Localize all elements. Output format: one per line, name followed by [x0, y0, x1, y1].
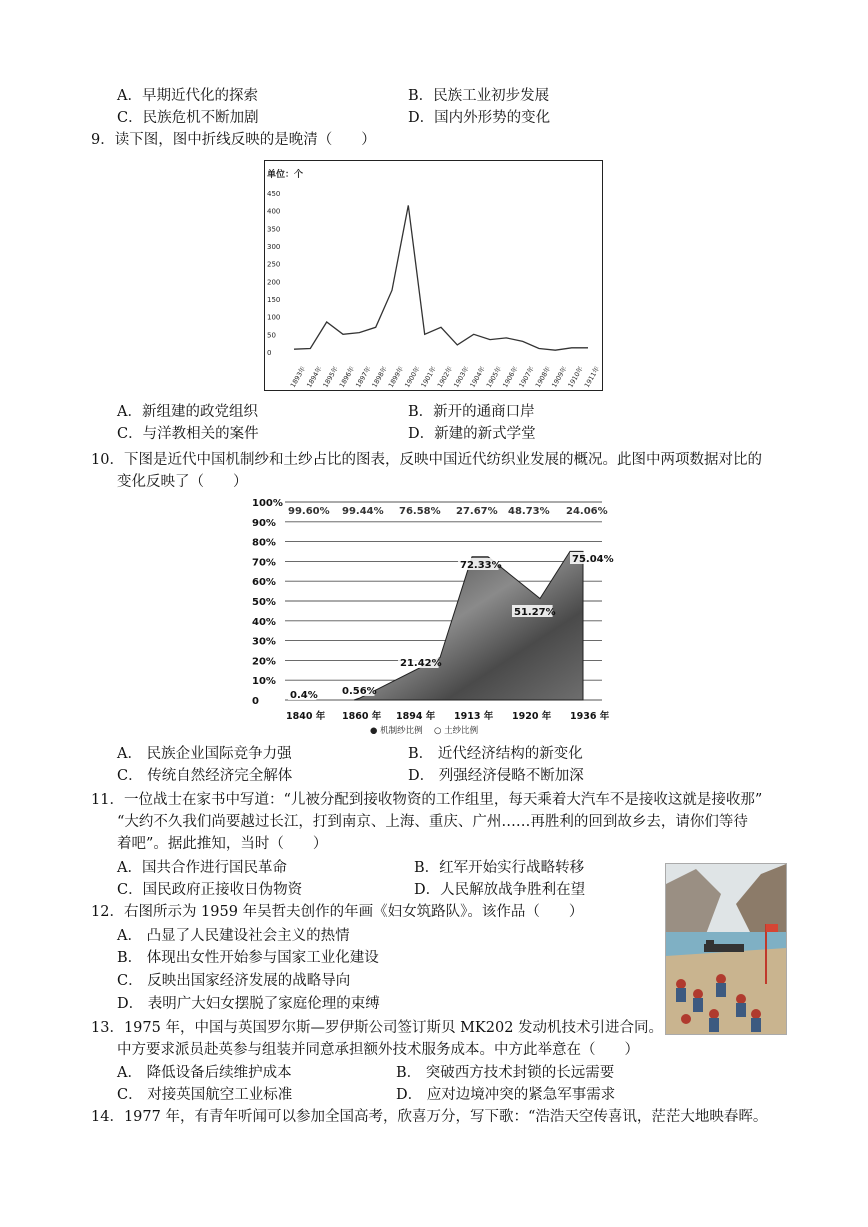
- q9-chart-x-tick: 1903年: [452, 365, 471, 389]
- q10-chart-machine-yarn-label: 0.56%: [342, 686, 377, 697]
- q11-stem-line3: 着吧”。据此推知，当时（ ）: [117, 836, 328, 852]
- q10-chart-native-yarn-label: 76.58%: [399, 506, 441, 517]
- q10-chart-native-yarn-label: 99.44%: [342, 506, 384, 517]
- q10-option-c: C． 传统自然经济完全解体: [117, 768, 293, 784]
- q9-chart-y-tick: 250: [267, 260, 281, 269]
- q9-option-a: A．新组建的政党组织: [117, 404, 258, 420]
- q11-option-c: C．国民政府正接收日伪物资: [117, 882, 303, 898]
- q9-chart-y-tick: 450: [267, 190, 281, 198]
- q10-chart-machine-yarn-label: 75.04%: [572, 554, 614, 565]
- q10-chart-machine-yarn-label: 0.4%: [290, 690, 318, 701]
- q10-stem-line1: 10．下图是近代中国机制纱和土纱占比的图表，反映中国近代纺织业发展的概况。此图中两项数据对比的: [91, 452, 762, 468]
- q9-chart-x-tick: 1896年: [337, 365, 357, 389]
- q10-chart-y-tick: 80%: [252, 537, 276, 549]
- q8-option-b: B．民族工业初步发展: [408, 88, 550, 104]
- q9-chart-x-tick: 1908年: [533, 365, 553, 389]
- q9-chart-y-tick: 100: [267, 313, 281, 322]
- q9-chart-y-tick: 50: [267, 331, 276, 340]
- q9-chart-x-tick: 1893年: [288, 365, 308, 389]
- q10-chart-y-tick: 50%: [252, 597, 276, 608]
- q9-chart-y-tick: 350: [267, 225, 281, 234]
- q9-chart-y-tick: 0: [267, 349, 272, 357]
- q10-chart-y-tick: 30%: [252, 636, 276, 648]
- q10-chart-x-tick: 1840 年: [286, 711, 326, 722]
- q9-chart-x-tick: 1901年: [419, 365, 438, 389]
- q9-chart-y-tick: 400: [267, 207, 281, 216]
- q9-chart-x-tick: 1900年: [403, 365, 422, 389]
- q10-option-d: D． 列强经济侵略不断加深: [408, 768, 584, 784]
- q12-option-d: D． 表明广大妇女摆脱了家庭伦理的束缚: [117, 996, 380, 1012]
- q9-line-chart: [264, 160, 604, 396]
- painting-women-road-team: [665, 863, 787, 1035]
- q10-chart-x-tick: 1894 年: [396, 711, 436, 722]
- q12-option-b: B． 体现出女性开始参与国家工业化建设: [117, 950, 379, 966]
- q9-chart-x-tick: 1897年: [354, 365, 373, 389]
- q9-chart-y-tick: 300: [267, 243, 281, 251]
- q10-chart-machine-yarn-area: [354, 551, 583, 700]
- q13-stem-line1: 13．1975 年，中国与英国罗尔斯—罗伊斯公司签订斯贝 MK202 发动机技术引进合同。: [91, 1020, 664, 1036]
- q11-option-b: B．红军开始实行战略转移: [414, 860, 585, 876]
- q10-area-chart: [250, 490, 620, 744]
- q12-stem: 12．右图所示为 1959 年吴哲夫创作的年画《妇女筑路队》。该作品（ ）: [91, 904, 584, 920]
- q13-option-c: C． 对接英国航空工业标准: [117, 1087, 293, 1103]
- q9-option-b: B．新开的通商口岸: [408, 404, 535, 420]
- q10-stem-line2: 变化反映了（ ）: [117, 474, 248, 490]
- q11-stem-line2: “大约不久我们尚要越过长江，打到南京、上海、重庆、广州……再胜利的回到故乡去，请你们等待: [117, 814, 748, 830]
- q10-chart-y-tick: 0: [252, 696, 259, 707]
- q9-chart-x-tick: 1906年: [501, 365, 520, 389]
- q12-option-c: C． 反映出国家经济发展的战略导向: [117, 973, 351, 989]
- q9-chart-x-tick: 1910年: [566, 365, 585, 389]
- q10-chart-y-tick: 70%: [252, 557, 276, 569]
- q10-chart-y-tick: 20%: [252, 656, 276, 668]
- q13-option-a: A． 降低设备后续维护成本: [117, 1065, 292, 1081]
- q11-option-d: D．人民解放战争胜利在望: [414, 882, 586, 898]
- q10-chart-y-tick: 40%: [252, 616, 276, 628]
- q8-option-c: C．民族危机不断加剧: [117, 110, 259, 126]
- q9-chart-x-tick: 1895年: [321, 365, 340, 389]
- q8-option-d: D．国内外形势的变化: [408, 110, 551, 126]
- q10-chart-native-yarn-label: 99.60%: [288, 506, 330, 517]
- q10-chart-x-tick: 1920 年: [512, 711, 552, 722]
- q9-stem: 9．读下图，图中折线反映的是晚清（ ）: [91, 132, 376, 148]
- q9-chart-x-tick: 1905年: [484, 365, 504, 389]
- q10-chart-legend-machine: ● 机制纱比例: [370, 726, 423, 736]
- q9-chart-x-tick: 1898年: [370, 365, 389, 389]
- q9-line-chart-svg: [264, 160, 604, 392]
- q10-chart-machine-yarn-label: 72.33%: [460, 560, 502, 571]
- q9-chart-x-tick: 1904年: [468, 365, 487, 389]
- q10-chart-y-tick: 100%: [252, 498, 283, 509]
- q13-option-d: D． 应对边境冲突的紧急军事需求: [396, 1087, 616, 1103]
- q9-chart-x-tick: 1909年: [550, 365, 569, 389]
- q9-chart-x-tick: 1894年: [305, 365, 324, 389]
- q9-option-c: C．与洋教相关的案件: [117, 426, 259, 442]
- q10-chart-x-tick: 1860 年: [342, 711, 382, 722]
- q10-chart-y-tick: 10%: [252, 676, 276, 688]
- q10-chart-y-tick: 90%: [252, 517, 276, 529]
- q11-stem-line1: 11．一位战士在家书中写道：“儿被分配到接收物资的工作组里，每天乘着大汽车不是接收这就是接收那”: [91, 792, 763, 808]
- q13-option-b: B． 突破西方技术封锁的长远需要: [396, 1065, 615, 1081]
- q9-chart-x-tick: 1899年: [386, 365, 406, 389]
- q9-chart-x-tick: 1911年: [582, 365, 602, 389]
- q14-stem-line1: 14．1977 年，有青年听闻可以参加全国高考，欣喜万分，写下歌：“浩浩天空传喜讯，茫茫大地映春晖。: [91, 1109, 768, 1125]
- q10-chart-native-yarn-label: 27.67%: [456, 506, 498, 517]
- q9-option-d: D．新建的新式学堂: [408, 426, 536, 442]
- q10-chart-x-tick: 1936 年: [570, 711, 610, 722]
- q10-area-chart-svg: [250, 490, 620, 740]
- q9-chart-x-tick: 1907年: [517, 365, 536, 389]
- q10-chart-native-yarn-label: 48.73%: [508, 506, 550, 517]
- q10-chart-machine-yarn-label: 21.42%: [400, 658, 442, 669]
- q11-option-a: A．国共合作进行国民革命: [117, 860, 287, 876]
- q13-stem-line2: 中方要求派员赴英参与组装并同意承担额外技术服务成本。中方此举意在（ ）: [117, 1042, 639, 1058]
- q10-chart-legend-native: ○ 土纱比例: [434, 726, 479, 736]
- painting-illustration: [666, 864, 786, 1034]
- q9-chart-y-tick: 200: [267, 278, 281, 287]
- q10-option-a: A． 民族企业国际竞争力强: [117, 746, 292, 762]
- q9-chart-x-tick: 1902年: [435, 365, 455, 389]
- q10-chart-x-tick: 1913 年: [454, 711, 494, 722]
- q9-chart-unit-label: 单位：个: [267, 170, 304, 180]
- q8-option-a: A．早期近代化的探索: [117, 88, 258, 104]
- q9-chart-y-tick: 150: [267, 296, 281, 304]
- q10-chart-native-yarn-label: 24.06%: [566, 506, 608, 517]
- q10-chart-machine-yarn-label: 51.27%: [514, 607, 556, 618]
- q12-option-a: A． 凸显了人民建设社会主义的热情: [117, 928, 350, 944]
- q10-option-b: B． 近代经济结构的新变化: [408, 746, 583, 762]
- q10-chart-y-tick: 60%: [252, 577, 276, 589]
